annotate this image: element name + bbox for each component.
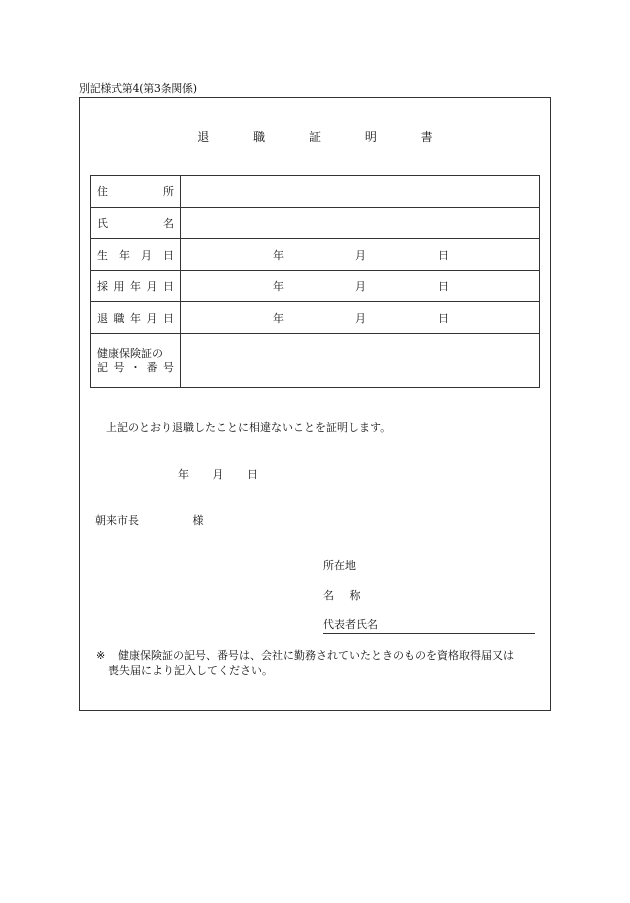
representative-name-label: 代表者氏名 [323, 618, 378, 631]
name-field[interactable] [181, 207, 540, 239]
label-retire-date: 退 職 年 月 日 [91, 302, 181, 334]
hire-date-field[interactable] [181, 270, 540, 302]
representative-name-line[interactable] [323, 616, 535, 634]
day-unit: 日 [438, 280, 449, 294]
label-hire-date: 採 用 年 月 日 [91, 270, 181, 302]
note-line-2: 喪失届により記入してください。 [108, 664, 273, 677]
day-unit: 日 [438, 311, 449, 325]
row-insurance [91, 334, 540, 388]
year-unit: 年 [273, 280, 284, 294]
addressee-name: 朝来市長 [95, 514, 139, 527]
document-title [0, 128, 630, 145]
birth-date-field[interactable] [181, 239, 540, 271]
month-unit: 月 [355, 248, 366, 262]
insurance-number-field[interactable] [181, 334, 540, 388]
issue-date[interactable] [178, 466, 278, 482]
title-char: 書 [420, 130, 433, 144]
address-field[interactable] [181, 176, 540, 208]
label-insurance: 健康保険証の 記 号 ・ 番 号 [91, 334, 181, 388]
row-retire-date [91, 302, 540, 334]
title-char: 明 [364, 130, 377, 144]
retire-date-field[interactable] [181, 302, 540, 334]
year-unit: 年 [273, 311, 284, 325]
label-address: 住 所 [91, 176, 181, 208]
form-reference: 別記様式第4(第3条関係) [79, 82, 197, 95]
issuer-address-label: 所在地 [323, 559, 356, 572]
note-mark: ※ [96, 649, 106, 662]
day-unit: 日 [438, 248, 449, 262]
info-table [90, 175, 540, 388]
issuer-name-label: 名 称 [323, 589, 361, 602]
month-unit: 月 [355, 311, 366, 325]
year-unit: 年 [273, 248, 284, 262]
title-char: 退 [197, 130, 210, 144]
title-char: 職 [253, 130, 266, 144]
certification-statement: 上記のとおり退職したことに相違ないことを証明します。 [106, 421, 392, 434]
row-birth-date [91, 239, 540, 271]
row-hire-date [91, 270, 540, 302]
year-unit: 年 [178, 468, 189, 481]
note-line-1: 健康保険証の記号、番号は、会社に勤務されていたときのものを資格取得届又は [118, 649, 514, 662]
month-unit: 月 [212, 468, 224, 481]
day-unit: 日 [247, 468, 258, 481]
addressee [95, 512, 204, 528]
month-unit: 月 [355, 280, 366, 294]
label-birth-date: 生 年 月 日 [91, 239, 181, 271]
title-char: 証 [308, 130, 321, 144]
row-name [91, 207, 540, 239]
footnote [96, 648, 541, 678]
honorific: 様 [192, 514, 204, 527]
row-address [91, 176, 540, 208]
label-name: 氏 名 [91, 207, 181, 239]
